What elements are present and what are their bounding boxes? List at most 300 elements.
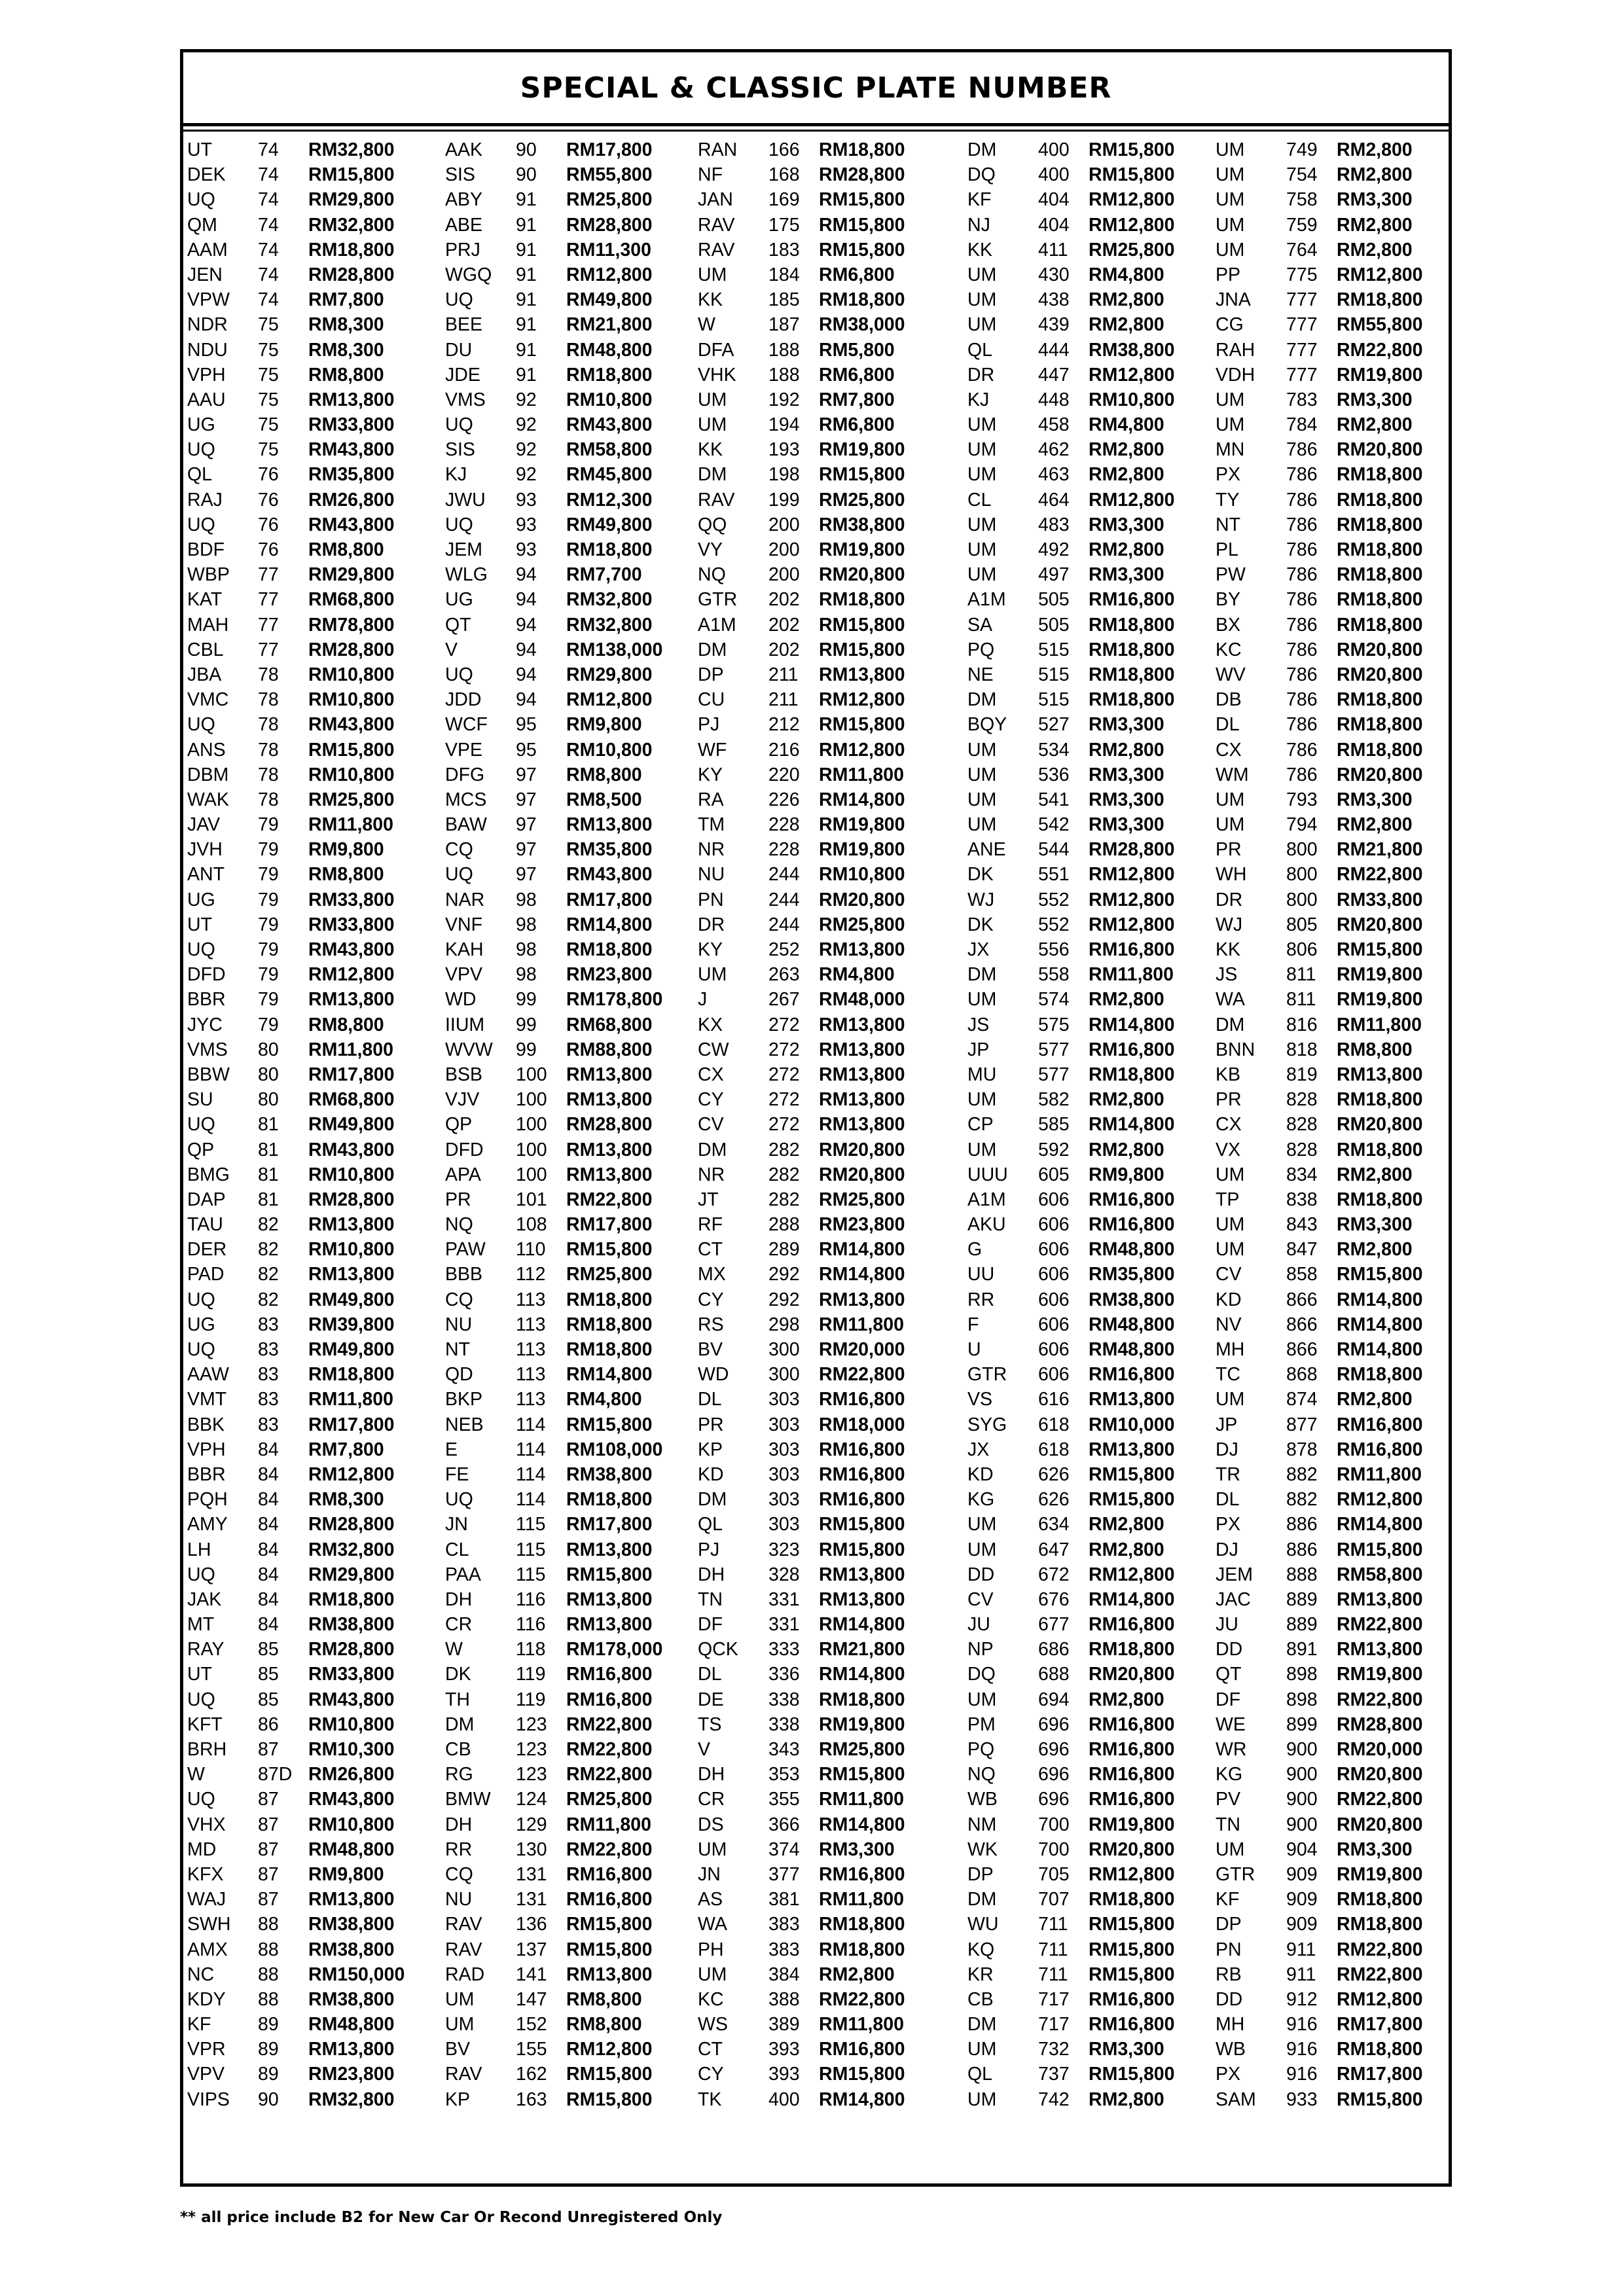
plate-code: RAN — [698, 139, 738, 160]
plate-row — [445, 1687, 700, 1712]
plate-number: 99 — [516, 989, 537, 1011]
plate-code: JAN — [698, 189, 733, 211]
plate-price: RM18,800 — [1337, 739, 1423, 761]
plate-number: 114 — [516, 1489, 546, 1511]
plate-row — [698, 613, 953, 637]
plate-number: 891 — [1286, 1639, 1318, 1660]
plate-number: 84 — [258, 1564, 279, 1585]
plate-code: MX — [698, 1264, 726, 1285]
plate-row — [698, 1037, 953, 1062]
plate-price: RM12,800 — [1089, 189, 1175, 211]
plate-price: RM33,800 — [308, 889, 395, 910]
plate-number: 91 — [516, 239, 537, 260]
plate-price: RM18,800 — [566, 539, 653, 560]
plate-code: UM — [1216, 239, 1245, 260]
plate-number: 700 — [1038, 1839, 1070, 1860]
plate-number: 84 — [258, 1614, 279, 1636]
plate-price: RM18,800 — [819, 139, 905, 160]
plate-row — [967, 787, 1223, 812]
plate-code: VY — [698, 539, 723, 560]
plate-row — [445, 213, 700, 238]
plate-code: UM — [1216, 189, 1245, 211]
plate-row — [698, 1062, 953, 1087]
plate-row — [1216, 1237, 1471, 1262]
plate-price: RM19,800 — [819, 839, 905, 861]
plate-row — [967, 462, 1223, 487]
plate-code: PX — [1216, 464, 1241, 486]
plate-row — [967, 987, 1223, 1012]
plate-number: 541 — [1038, 789, 1070, 810]
plate-price: RM23,800 — [819, 1214, 905, 1236]
plate-number: 75 — [258, 364, 279, 386]
plate-code: UQ — [187, 1564, 215, 1585]
plate-row — [1216, 987, 1471, 1012]
plate-price: RM138,000 — [566, 639, 663, 660]
plate-code: KFT — [187, 1713, 223, 1735]
plate-row — [967, 512, 1223, 537]
plate-row — [445, 187, 700, 212]
plate-row — [1216, 738, 1471, 762]
plate-price: RM20,800 — [819, 564, 905, 586]
plate-row — [445, 787, 700, 812]
plate-price: RM33,800 — [308, 414, 395, 436]
plate-row — [187, 987, 442, 1012]
plate-code: UM — [1216, 1239, 1245, 1261]
plate-code: CR — [698, 1789, 725, 1810]
plate-row — [187, 462, 442, 487]
plate-row — [967, 1487, 1223, 1512]
plate-number: 136 — [516, 1914, 547, 1935]
plate-price: RM21,800 — [566, 314, 653, 336]
plate-price: RM8,800 — [566, 764, 642, 785]
plate-number: 100 — [516, 1064, 547, 1085]
plate-price: RM16,800 — [1089, 1039, 1175, 1060]
plate-number: 886 — [1286, 1514, 1318, 1535]
plate-number: 202 — [768, 589, 800, 611]
plate-price: RM13,800 — [1089, 1439, 1175, 1460]
plate-price: RM15,800 — [308, 739, 395, 761]
plate-code: KF — [1216, 1889, 1240, 1910]
plate-code: PAD — [187, 1264, 225, 1285]
plate-code: JYC — [187, 1014, 223, 1035]
plate-row — [1216, 1412, 1471, 1437]
plate-row — [698, 1662, 953, 1687]
plate-row — [967, 1962, 1223, 1987]
plate-number: 155 — [516, 2039, 547, 2060]
plate-row — [1216, 1762, 1471, 1787]
plate-price: RM43,800 — [566, 414, 653, 436]
plate-price: RM33,800 — [308, 914, 395, 935]
plate-price: RM14,800 — [819, 1614, 905, 1636]
plate-code: DK — [967, 864, 994, 886]
plate-code: UM — [698, 414, 727, 436]
plate-row — [445, 1762, 700, 1787]
plate-number: 300 — [768, 1364, 800, 1386]
plate-row — [1216, 137, 1471, 162]
plate-price: RM22,800 — [566, 1189, 653, 1210]
plate-code: DFG — [445, 764, 485, 785]
plate-number: 115 — [516, 1514, 546, 1535]
plate-code: DK — [967, 914, 994, 935]
plate-code: NE — [967, 664, 994, 685]
plate-number: 202 — [768, 614, 800, 636]
plate-number: 79 — [258, 939, 279, 960]
plate-number: 900 — [1286, 1764, 1318, 1785]
plate-row — [1216, 888, 1471, 912]
plate-number: 303 — [768, 1414, 800, 1435]
plate-price: RM43,800 — [566, 864, 653, 886]
plate-price: RM10,800 — [308, 1713, 395, 1735]
plate-number: 226 — [768, 789, 800, 810]
plate-row — [967, 312, 1223, 337]
plate-code: WU — [967, 1914, 999, 1935]
plate-code: JS — [1216, 964, 1238, 986]
plate-number: 515 — [1038, 689, 1070, 711]
plate-code: PL — [1216, 539, 1238, 560]
plate-price: RM32,800 — [566, 614, 653, 636]
plate-number: 169 — [768, 189, 800, 211]
plate-row — [187, 1712, 442, 1737]
plate-number: 794 — [1286, 814, 1318, 836]
plate-code: QQ — [698, 514, 727, 535]
plate-code: DH — [698, 1564, 725, 1585]
plate-row — [698, 637, 953, 662]
plate-row — [967, 187, 1223, 212]
plate-row — [1216, 1812, 1471, 1837]
plate-price: RM14,800 — [1089, 1014, 1175, 1035]
plate-number: 582 — [1038, 1089, 1070, 1111]
plate-code: UM — [967, 564, 997, 586]
plate-code: KX — [698, 1014, 723, 1035]
plate-code: AMY — [187, 1514, 228, 1535]
plate-row — [698, 962, 953, 987]
plate-code: VPV — [187, 2064, 225, 2085]
plate-row — [187, 262, 442, 287]
plate-number: 828 — [1286, 1089, 1318, 1111]
plate-row — [698, 1013, 953, 1037]
plate-price: RM20,800 — [1089, 1664, 1175, 1685]
plate-row — [698, 562, 953, 587]
plate-price: RM13,800 — [566, 1064, 653, 1085]
plate-number: 100 — [516, 1089, 547, 1111]
plate-row — [1216, 613, 1471, 637]
plate-row — [187, 512, 442, 537]
plate-row — [698, 338, 953, 363]
plate-row — [1216, 2037, 1471, 2062]
plate-number: 85 — [258, 1689, 279, 1710]
plate-code: A1M — [967, 1189, 1006, 1210]
plate-code: UM — [698, 964, 727, 986]
plate-price: RM18,800 — [1337, 514, 1423, 535]
plate-price: RM13,800 — [308, 1214, 395, 1236]
plate-price: RM18,800 — [566, 1339, 653, 1360]
plate-row — [1216, 2062, 1471, 2087]
plate-row — [1216, 912, 1471, 937]
plate-code: GTR — [1216, 1863, 1255, 1885]
plate-row — [1216, 787, 1471, 812]
plate-number: 793 — [1286, 789, 1318, 810]
plate-number: 606 — [1038, 1239, 1070, 1261]
plate-number: 676 — [1038, 1588, 1070, 1610]
plate-code: E — [445, 1439, 458, 1460]
plate-price: RM14,800 — [566, 914, 653, 935]
plate-row — [967, 1737, 1223, 1762]
plate-number: 79 — [258, 889, 279, 910]
plate-price: RM15,800 — [566, 1239, 653, 1261]
plate-price: RM10,800 — [1089, 389, 1175, 410]
plate-number: 749 — [1286, 139, 1318, 160]
plate-code: VPE — [445, 739, 483, 761]
plate-row — [445, 1287, 700, 1312]
plate-row — [187, 287, 442, 312]
plate-number: 78 — [258, 789, 279, 810]
plate-code: CV — [967, 1588, 994, 1610]
plate-number: 900 — [1286, 1789, 1318, 1810]
plate-number: 79 — [258, 914, 279, 935]
plate-price: RM17,800 — [566, 1514, 653, 1535]
plate-price: RM18,800 — [566, 364, 653, 386]
plate-price: RM5,800 — [819, 339, 895, 361]
plate-price: RM13,800 — [819, 1114, 905, 1136]
plate-row — [187, 1037, 442, 1062]
plate-number: 80 — [258, 1064, 279, 1085]
plate-row — [187, 787, 442, 812]
plate-price: RM15,800 — [1337, 939, 1423, 960]
plate-number: 118 — [516, 1639, 546, 1660]
plate-code: UM — [1216, 814, 1245, 836]
plate-code: TC — [1216, 1364, 1240, 1386]
plate-row — [187, 562, 442, 587]
plate-price: RM25,800 — [308, 789, 395, 810]
plate-number: 91 — [516, 289, 537, 311]
plate-number: 97 — [516, 814, 537, 836]
plate-code: RAV — [445, 1939, 482, 1960]
plate-number: 289 — [768, 1239, 800, 1261]
plate-number: 74 — [258, 214, 279, 236]
plate-row — [698, 1187, 953, 1212]
plate-row — [187, 1412, 442, 1437]
plate-number: 194 — [768, 414, 800, 436]
plate-code: TR — [1216, 1463, 1240, 1485]
plate-code: BKP — [445, 1389, 483, 1410]
plate-number: 87 — [258, 1739, 279, 1760]
plate-row — [187, 1887, 442, 1912]
plate-number: 93 — [516, 489, 537, 511]
plate-code: WJ — [967, 889, 995, 910]
plate-price: RM16,800 — [819, 1489, 905, 1511]
plate-number: 77 — [258, 639, 279, 660]
plate-row — [1216, 488, 1471, 512]
plate-number: 74 — [258, 189, 279, 211]
plate-row — [967, 1187, 1223, 1212]
plate-code: U — [967, 1339, 981, 1360]
plate-code: UQ — [187, 1789, 215, 1810]
plate-number: 878 — [1286, 1439, 1318, 1460]
plate-number: 606 — [1038, 1339, 1070, 1360]
plate-row — [187, 2087, 442, 2112]
plate-number: 806 — [1286, 939, 1318, 960]
plate-price: RM13,800 — [308, 1264, 395, 1285]
plate-row — [967, 613, 1223, 637]
plate-row — [698, 312, 953, 337]
plate-price: RM88,800 — [566, 1039, 653, 1060]
plate-row — [1216, 1737, 1471, 1762]
plate-code: UM — [1216, 1214, 1245, 1236]
plate-price: RM38,800 — [308, 1614, 395, 1636]
plate-price: RM25,800 — [819, 1189, 905, 1210]
plate-row — [187, 1812, 442, 1837]
plate-row — [698, 862, 953, 887]
plate-number: 626 — [1038, 1463, 1070, 1485]
plate-row — [445, 537, 700, 562]
plate-price: RM19,800 — [1337, 1664, 1423, 1685]
plate-row — [967, 1162, 1223, 1187]
plate-code: NAR — [445, 889, 485, 910]
plate-row — [187, 1612, 442, 1637]
plate-price: RM15,800 — [566, 2064, 653, 2085]
plate-price: RM28,800 — [1337, 1713, 1423, 1735]
plate-row — [698, 437, 953, 462]
plate-number: 80 — [258, 1039, 279, 1060]
plate-price: RM12,800 — [1089, 364, 1175, 386]
plate-number: 800 — [1286, 889, 1318, 910]
plate-code: CB — [445, 1739, 471, 1760]
plate-code: VJV — [445, 1089, 480, 1111]
plate-number: 94 — [516, 664, 537, 685]
plate-row — [698, 1312, 953, 1337]
plate-code: VMC — [187, 689, 229, 711]
plate-code: DQ — [967, 164, 996, 186]
plate-code: UG — [187, 414, 215, 436]
plate-row — [187, 912, 442, 937]
plate-number: 536 — [1038, 764, 1070, 785]
plate-row — [1216, 712, 1471, 737]
plate-price: RM16,800 — [566, 1689, 653, 1710]
plate-code: MH — [1216, 2014, 1245, 2036]
plate-price: RM8,300 — [308, 1489, 384, 1511]
plate-number: 272 — [768, 1064, 800, 1085]
plate-code: WA — [698, 1914, 727, 1935]
plate-row — [445, 1362, 700, 1387]
plate-row — [698, 1387, 953, 1412]
plate-price: RM2,800 — [1337, 164, 1413, 186]
plate-number: 200 — [768, 539, 800, 560]
plate-price: RM2,800 — [1089, 289, 1164, 311]
plate-row — [445, 1037, 700, 1062]
plate-row — [698, 1912, 953, 1937]
plate-row — [967, 812, 1223, 837]
plate-row — [967, 1987, 1223, 2012]
plate-price: RM49,800 — [308, 1114, 395, 1136]
plate-price: RM78,800 — [308, 614, 395, 636]
plate-number: 300 — [768, 1339, 800, 1360]
plate-code: ABE — [445, 214, 483, 236]
plate-number: 119 — [516, 1664, 546, 1685]
plate-number: 439 — [1038, 314, 1070, 336]
plate-code: DF — [1216, 1689, 1240, 1710]
plate-number: 185 — [768, 289, 800, 311]
plate-row — [1216, 637, 1471, 662]
plate-price: RM12,300 — [566, 489, 653, 511]
plate-price: RM13,800 — [819, 1588, 905, 1610]
plate-number: 244 — [768, 864, 800, 886]
plate-code: JNA — [1216, 289, 1251, 311]
plate-row — [967, 1762, 1223, 1787]
plate-code: UM — [445, 1988, 475, 2010]
plate-code: PRJ — [445, 239, 480, 260]
plate-number: 786 — [1286, 514, 1318, 535]
plate-price: RM20,800 — [1337, 1764, 1423, 1785]
plate-row — [1216, 1312, 1471, 1337]
plate-price: RM25,800 — [819, 489, 905, 511]
plate-price: RM19,800 — [1337, 1863, 1423, 1885]
plate-code: DS — [698, 1814, 724, 1835]
plate-code: JX — [967, 939, 990, 960]
plate-price: RM14,800 — [1337, 1514, 1423, 1535]
plate-row — [445, 987, 700, 1012]
plate-row — [1216, 1062, 1471, 1087]
plate-code: NV — [1216, 1314, 1242, 1335]
plate-code: SIS — [445, 164, 475, 186]
plate-code: MH — [1216, 1339, 1245, 1360]
plate-code: BQY — [967, 714, 1007, 736]
plate-price: RM15,800 — [819, 2064, 905, 2085]
plate-price: RM15,800 — [1089, 1914, 1175, 1935]
plate-number: 492 — [1038, 539, 1070, 560]
plate-price: RM22,800 — [819, 1988, 905, 2010]
plate-price: RM13,800 — [819, 1289, 905, 1310]
plate-code: CQ — [445, 1863, 473, 1885]
plate-price: RM11,800 — [819, 1789, 904, 1810]
plate-code: TN — [698, 1588, 723, 1610]
plate-number: 916 — [1286, 2064, 1318, 2085]
plate-number: 911 — [1286, 1939, 1316, 1960]
plate-number: 737 — [1038, 2064, 1070, 2085]
plate-code: RAV — [698, 214, 735, 236]
plate-row — [445, 1162, 700, 1187]
plate-number: 866 — [1286, 1289, 1318, 1310]
plate-row — [445, 1013, 700, 1037]
plate-row — [967, 1787, 1223, 1812]
plate-code: AAM — [187, 239, 228, 260]
plate-number: 124 — [516, 1789, 547, 1810]
plate-number: 888 — [1286, 1564, 1318, 1585]
plate-row — [187, 712, 442, 737]
plate-code: UUU — [967, 1164, 1008, 1185]
plate-code: SAM — [1216, 2089, 1256, 2110]
plate-number: 323 — [768, 1539, 800, 1560]
plate-number: 647 — [1038, 1539, 1070, 1560]
plate-code: PQH — [187, 1489, 228, 1511]
plate-row — [1216, 1362, 1471, 1387]
plate-row — [698, 488, 953, 512]
plate-code: DFD — [187, 964, 226, 986]
plate-code: RAY — [187, 1639, 225, 1660]
plate-row — [187, 1112, 442, 1137]
plate-price: RM18,800 — [819, 289, 905, 311]
plate-row — [187, 1437, 442, 1462]
plate-number: 87 — [258, 1889, 279, 1910]
plate-code: JAK — [187, 1588, 222, 1610]
plate-number: 711 — [1038, 1964, 1068, 1985]
plate-code: CG — [1216, 314, 1244, 336]
plate-row — [187, 837, 442, 862]
plate-row — [445, 238, 700, 262]
plate-row — [1216, 462, 1471, 487]
plate-code: KD — [1216, 1289, 1242, 1310]
plate-price: RM28,800 — [308, 639, 395, 660]
plate-price: RM18,800 — [566, 1489, 653, 1511]
